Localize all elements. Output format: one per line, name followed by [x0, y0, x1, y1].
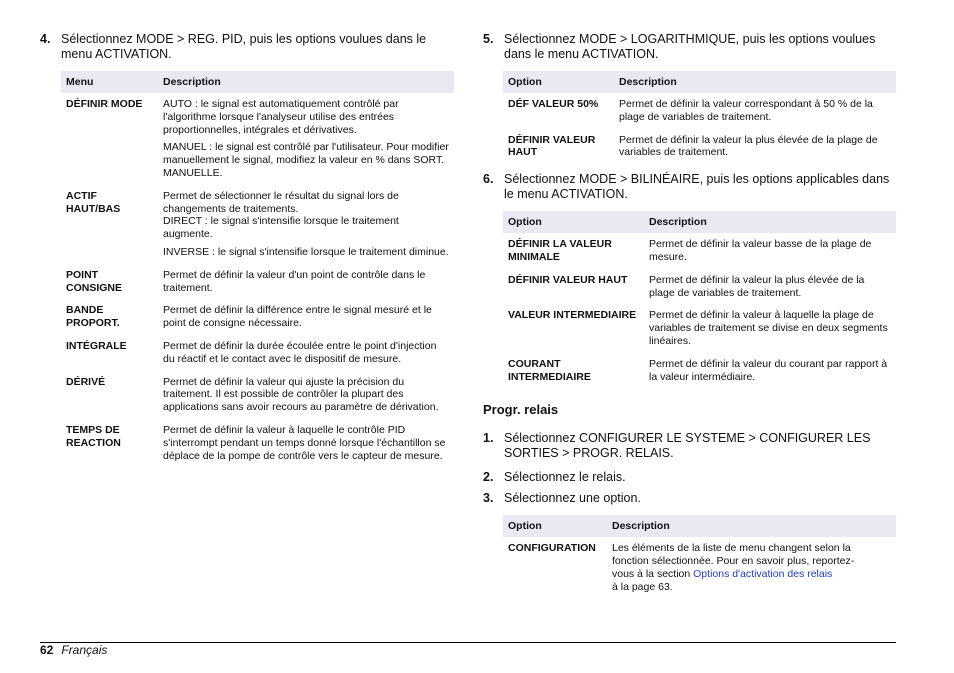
section-title: Progr. relais — [483, 402, 559, 418]
row-key: BANDE PROPORT. — [66, 304, 120, 330]
table-row — [61, 419, 454, 467]
step-number: 2. — [483, 470, 494, 485]
table-row — [503, 269, 896, 305]
step-number: 4. — [40, 32, 51, 46]
relay-options-link[interactable]: Options d'activation des relais — [693, 567, 833, 580]
step-number: 3. — [483, 491, 494, 506]
row-key: DÉFINIR VALEUR HAUT — [508, 273, 628, 286]
row-description: Permet de définir la valeur à laquelle la plage de variables de traitement se divise en deux segments linéaires. — [649, 309, 888, 347]
step-text: Sélectionnez le relais. — [504, 470, 626, 485]
step-text: Sélectionnez une option. — [504, 491, 641, 506]
table-row — [503, 93, 896, 129]
row-description — [158, 335, 454, 371]
footer-divider — [40, 642, 896, 643]
step-number: 1. — [483, 431, 494, 446]
table-row — [503, 353, 896, 389]
table-header-row — [61, 71, 454, 93]
step-text: Sélectionnez MODE > LOGARITHMIQUE, puis les options voulues dans le menu ACTIVATION. — [504, 32, 876, 61]
table-header-row — [503, 515, 896, 537]
footer-language: Français — [61, 643, 108, 657]
header-description: Description — [158, 71, 454, 93]
row-description — [158, 419, 454, 467]
row-description — [158, 299, 454, 335]
table-row — [61, 264, 454, 300]
row-key: DÉRIVÉ — [66, 375, 106, 388]
row-key: VALEUR INTERMEDIAIRE — [508, 309, 637, 322]
relais-step-1 — [483, 431, 896, 461]
row-description — [607, 537, 896, 598]
desc-line: Permet de sélectionner le résultat du signal lors de changements de traitements. — [163, 189, 399, 215]
left-column — [40, 32, 454, 467]
desc-paragraph: Permet de définir la valeur d'un point de contrôle dans le traitement. — [163, 268, 426, 294]
header-menu: Menu — [61, 71, 158, 93]
table-row — [61, 185, 454, 264]
desc-paragraph: Permet de définir la durée écoulée entre le point d'injection du réactif et le contact avec le dispositif de mesure. — [163, 339, 437, 365]
step-text: Sélectionnez CONFIGURER LE SYSTEME > CONFIGURER LES SORTIES > PROGR. RELAIS. — [504, 431, 871, 461]
row-key: COURANT INTERMEDIAIRE — [508, 357, 591, 383]
header-option: Option — [503, 515, 607, 537]
desc-paragraph: AUTO : le signal est automatiquement contrôlé par l'algorithme lorsque l'analyseur utilise des entrées proportionnelles, intégrales et dérivatives. — [163, 98, 399, 136]
desc-text: Les éléments de la liste de menu changent selon la fonction sélectionnée. Pour en savoir plus, reportez-vous à la section — [612, 542, 855, 580]
desc-paragraph: MANUEL : le signal est contrôlé par l'utilisateur. Pour modifier manuellement le signal, modifiez la valeur en % dans SORT. MANUELLE. — [163, 141, 449, 179]
row-key: ACTIF HAUT/BAS — [66, 189, 121, 215]
step-number: 6. — [483, 172, 494, 187]
row-key: DÉFINIR LA VALEUR MINIMALE — [508, 238, 612, 263]
table-header-row — [503, 71, 896, 93]
desc-paragraph: INVERSE : le signal s'intensifie lorsque le traitement diminue. — [163, 245, 449, 258]
table-row — [61, 335, 454, 371]
header-option: Option — [503, 211, 644, 233]
header-option: Option — [503, 71, 614, 93]
header-description: Description — [607, 515, 896, 537]
step-text: Sélectionnez MODE > BILINÉAIRE, puis les options applicables dans le menu ACTIVATION. — [504, 172, 890, 202]
row-key: CONFIGURATION — [508, 542, 596, 555]
row-description: Permet de définir la valeur la plus élevée de la plage de variables de traitement. — [649, 273, 865, 299]
log-options-table — [503, 71, 896, 164]
row-key: INTÉGRALE — [66, 339, 127, 352]
table-row — [61, 371, 454, 419]
bilinear-options-table — [503, 211, 896, 388]
row-key: DÉF VALEUR 50% — [508, 98, 599, 110]
relais-options-table — [503, 515, 896, 598]
row-description — [158, 185, 454, 264]
step-number: 5. — [483, 32, 494, 46]
table-row — [503, 537, 896, 598]
page-footer — [40, 643, 107, 657]
row-key: DÉFINIR MODE — [66, 98, 143, 110]
right-column — [483, 32, 896, 599]
desc-paragraph: Permet de définir la valeur à laquelle le contrôle PID s'interrompt pendant un temps donné lorsque l'échantillon se déplace de la pompe de contrôle vers le capteur de mesure. — [163, 423, 446, 462]
table-row — [503, 233, 896, 269]
table-row — [61, 93, 454, 185]
desc-paragraph: Permet de définir la différence entre le signal mesuré et le point de consigne nécessaire. — [163, 304, 432, 330]
table-row — [503, 129, 896, 165]
desc-line: DIRECT : le signal s'intensifie lorsque le traitement augmente. — [163, 215, 399, 241]
table-row — [503, 304, 896, 352]
table-row — [61, 299, 454, 335]
row-key: POINT CONSIGNE — [66, 268, 123, 294]
page-number: 62 — [40, 643, 54, 657]
step-5 — [483, 32, 896, 62]
step-6 — [483, 172, 896, 202]
row-description: Permet de définir la valeur basse de la plage de mesure. — [649, 238, 872, 263]
row-description: Permet de définir la valeur correspondant à 50 % de la plage de variables de traitement. — [619, 98, 873, 123]
table-header-row — [503, 211, 896, 233]
desc-paragraph: Permet de définir la valeur qui ajuste la précision du traitement. Il est possible de contrôler la plupart des applications sans avoir recours au paramètre de dérivation. — [163, 375, 439, 414]
relais-step-2 — [483, 470, 896, 485]
row-description — [158, 93, 454, 185]
row-description: Permet de définir la valeur la plus élevée de la plage de variables de traitement. — [619, 133, 878, 159]
row-description — [158, 371, 454, 419]
pid-options-table — [61, 71, 454, 467]
relais-step-3 — [483, 491, 896, 506]
header-description: Description — [644, 211, 896, 233]
step-text: Sélectionnez MODE > REG. PID, puis les options voulues dans le menu ACTIVATION. — [61, 32, 427, 61]
header-description: Description — [614, 71, 896, 93]
row-key: TEMPS DE REACTION — [66, 423, 121, 449]
row-key: DÉFINIR VALEUR HAUT — [508, 133, 596, 159]
step-4 — [40, 32, 454, 62]
desc-text: à la page 63. — [612, 580, 673, 593]
row-description: Permet de définir la valeur du courant par rapport à la valeur intermédiaire. — [649, 357, 888, 383]
row-description — [158, 264, 454, 300]
